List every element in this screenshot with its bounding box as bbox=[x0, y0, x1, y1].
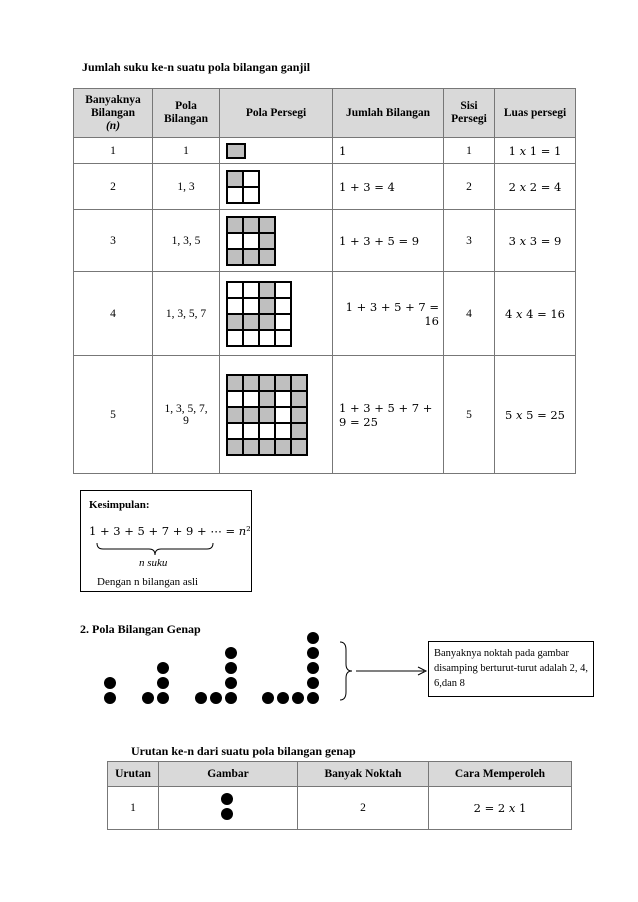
empty-square bbox=[243, 233, 259, 249]
dot-icon bbox=[195, 692, 207, 704]
dot-icon bbox=[210, 692, 222, 704]
cell-grid bbox=[220, 356, 333, 474]
shaded-square bbox=[259, 249, 275, 265]
square-pattern bbox=[226, 374, 308, 456]
shaded-square bbox=[275, 439, 291, 455]
shaded-square bbox=[259, 233, 275, 249]
odd-pattern-table bbox=[73, 88, 576, 474]
cell-sisi: 4 bbox=[444, 272, 495, 356]
shaded-square bbox=[243, 407, 259, 423]
cell-luas: 4 𝑥 4 = 16 bbox=[495, 272, 576, 356]
cell-jumlah: 1 + 3 + 5 + 7 + 9 = 25 bbox=[333, 356, 444, 474]
empty-square bbox=[275, 391, 291, 407]
cell-jumlah: 1 bbox=[333, 138, 444, 164]
natural-number-note: Dengan n bilangan asli bbox=[97, 576, 199, 588]
cell-pola: 1, 3, 5, 7, 9 bbox=[153, 356, 220, 474]
shaded-square bbox=[291, 439, 307, 455]
header-banyaknya-line2: Bilangan bbox=[90, 106, 136, 119]
square-pattern bbox=[226, 143, 246, 159]
cell-sisi: 2 bbox=[444, 164, 495, 210]
empty-square bbox=[243, 423, 259, 439]
empty-square bbox=[243, 298, 259, 314]
empty-square bbox=[243, 171, 259, 187]
header-pola-persegi: Pola Persegi bbox=[220, 89, 333, 138]
cell-luas: 1 𝑥 1 = 1 bbox=[495, 138, 576, 164]
table-header-row bbox=[108, 762, 572, 787]
cell-gambar bbox=[159, 787, 298, 830]
cell-n: 1 bbox=[74, 138, 153, 164]
dot-icon bbox=[307, 662, 319, 674]
cell-jumlah: 1 + 3 + 5 + 7 = 16 bbox=[333, 272, 444, 356]
cell-grid bbox=[220, 272, 333, 356]
dot-icon bbox=[157, 677, 169, 689]
dot-icon bbox=[277, 692, 289, 704]
empty-square bbox=[275, 282, 291, 298]
header-banyaknya-line3: (n) bbox=[105, 119, 121, 132]
cell-grid bbox=[220, 210, 333, 272]
empty-square bbox=[227, 391, 243, 407]
shaded-square bbox=[259, 314, 275, 330]
header-cara-memperoleh: Cara Memperoleh bbox=[429, 762, 572, 787]
cell-noktah: 2 bbox=[298, 787, 429, 830]
cell-sisi: 3 bbox=[444, 210, 495, 272]
conclusion-equation: 1 + 3 + 5 + 7 + 9 + ⋯ = 𝑛² bbox=[89, 524, 251, 538]
shaded-square bbox=[259, 298, 275, 314]
shaded-square bbox=[227, 407, 243, 423]
dot-icon bbox=[307, 677, 319, 689]
empty-square bbox=[243, 330, 259, 346]
shaded-square bbox=[259, 439, 275, 455]
shaded-square bbox=[291, 391, 307, 407]
header-pola-bilangan: Pola Bilangan bbox=[153, 89, 220, 138]
empty-square bbox=[275, 330, 291, 346]
cell-pola: 1, 3 bbox=[153, 164, 220, 210]
even-pattern-table bbox=[107, 761, 572, 830]
empty-square bbox=[227, 423, 243, 439]
shaded-square bbox=[259, 282, 275, 298]
dot-icon bbox=[307, 692, 319, 704]
dot-icon bbox=[307, 647, 319, 659]
cell-pola: 1 bbox=[153, 138, 220, 164]
shaded-square bbox=[259, 375, 275, 391]
cell-luas: 5 𝑥 5 = 25 bbox=[495, 356, 576, 474]
shaded-square bbox=[259, 217, 275, 233]
shaded-square bbox=[243, 375, 259, 391]
shaded-square bbox=[291, 375, 307, 391]
dot-icon bbox=[225, 647, 237, 659]
dot-count-note: Banyaknya noktah pada gambar disamping berturut-turut adalah 2, 4, 6,dan 8 bbox=[428, 641, 594, 697]
empty-square bbox=[275, 423, 291, 439]
dot-icon bbox=[307, 632, 319, 644]
shaded-square bbox=[275, 375, 291, 391]
shaded-square bbox=[259, 391, 275, 407]
shaded-square bbox=[227, 439, 243, 455]
cell-sisi: 1 bbox=[444, 138, 495, 164]
table-row bbox=[74, 164, 576, 210]
table-row bbox=[74, 210, 576, 272]
header-urutan: Urutan bbox=[108, 762, 159, 787]
dot-icon bbox=[142, 692, 154, 704]
cell-sisi: 5 bbox=[444, 356, 495, 474]
cell-luas: 3 𝑥 3 = 9 bbox=[495, 210, 576, 272]
empty-square bbox=[275, 298, 291, 314]
shaded-square bbox=[227, 144, 245, 158]
table-row bbox=[108, 787, 572, 830]
header-luas-persegi: Luas persegi bbox=[495, 89, 576, 138]
square-pattern bbox=[226, 216, 276, 266]
cell-n: 5 bbox=[74, 356, 153, 474]
cell-cara: 2 = 2 𝑥 1 bbox=[429, 787, 572, 830]
cell-grid bbox=[220, 164, 333, 210]
shaded-square bbox=[243, 217, 259, 233]
shaded-square bbox=[227, 171, 243, 187]
cell-luas: 2 𝑥 2 = 4 bbox=[495, 164, 576, 210]
shaded-square bbox=[291, 407, 307, 423]
empty-square bbox=[227, 298, 243, 314]
shaded-square bbox=[259, 407, 275, 423]
shaded-square bbox=[243, 249, 259, 265]
dot-icon bbox=[225, 677, 237, 689]
cell-jumlah: 1 + 3 + 5 = 9 bbox=[333, 210, 444, 272]
header-sisi-persegi: Sisi Persegi bbox=[444, 89, 495, 138]
section2-title: 2. Pola Bilangan Genap bbox=[80, 622, 201, 636]
shaded-square bbox=[227, 249, 243, 265]
dot-icon bbox=[225, 662, 237, 674]
empty-square bbox=[227, 233, 243, 249]
dot-icon bbox=[225, 692, 237, 704]
dot-icon bbox=[262, 692, 274, 704]
table-header-row bbox=[74, 89, 576, 138]
table-row bbox=[74, 272, 576, 356]
cell-pola: 1, 3, 5, 7 bbox=[153, 272, 220, 356]
shaded-square bbox=[227, 314, 243, 330]
dot-icon bbox=[292, 692, 304, 704]
empty-square bbox=[227, 282, 243, 298]
empty-square bbox=[243, 282, 259, 298]
empty-square bbox=[259, 423, 275, 439]
empty-square bbox=[243, 187, 259, 203]
header-banyaknya bbox=[74, 89, 153, 138]
conclusion-box bbox=[80, 490, 252, 592]
dot-icon bbox=[104, 677, 116, 689]
shaded-square bbox=[227, 217, 243, 233]
n-suku-label: n suku bbox=[139, 557, 168, 569]
empty-square bbox=[275, 407, 291, 423]
header-gambar: Gambar bbox=[159, 762, 298, 787]
square-pattern bbox=[226, 281, 292, 347]
section2-subtitle: Urutan ke-n dari suatu pola bilangan genap bbox=[131, 744, 356, 758]
cell-jumlah: 1 + 3 = 4 bbox=[333, 164, 444, 210]
header-banyaknya-line1: Banyaknya bbox=[85, 93, 141, 106]
header-banyak-noktah: Banyak Noktah bbox=[298, 762, 429, 787]
dot-icon bbox=[157, 692, 169, 704]
empty-square bbox=[227, 330, 243, 346]
conclusion-label: Kesimpulan: bbox=[89, 499, 150, 511]
cell-n: 2 bbox=[74, 164, 153, 210]
empty-square bbox=[227, 187, 243, 203]
cell-pola: 1, 3, 5 bbox=[153, 210, 220, 272]
shaded-square bbox=[243, 439, 259, 455]
table-row bbox=[74, 356, 576, 474]
empty-square bbox=[275, 314, 291, 330]
shaded-square bbox=[227, 375, 243, 391]
shaded-square bbox=[291, 423, 307, 439]
square-pattern bbox=[226, 170, 260, 204]
dot-icon bbox=[221, 793, 233, 805]
dot-icon bbox=[157, 662, 169, 674]
empty-square bbox=[243, 391, 259, 407]
empty-square bbox=[259, 330, 275, 346]
table-row bbox=[74, 138, 576, 164]
bracket-arrow-icon bbox=[338, 640, 430, 702]
section1-title: Jumlah suku ke-n suatu pola bilangan ganjil bbox=[82, 60, 311, 74]
cell-urutan: 1 bbox=[108, 787, 159, 830]
cell-n: 3 bbox=[74, 210, 153, 272]
header-jumlah-bilangan: Jumlah Bilangan bbox=[333, 89, 444, 138]
dot-icon bbox=[104, 692, 116, 704]
dot-icon bbox=[221, 808, 233, 820]
shaded-square bbox=[243, 314, 259, 330]
cell-grid bbox=[220, 138, 333, 164]
cell-n: 4 bbox=[74, 272, 153, 356]
